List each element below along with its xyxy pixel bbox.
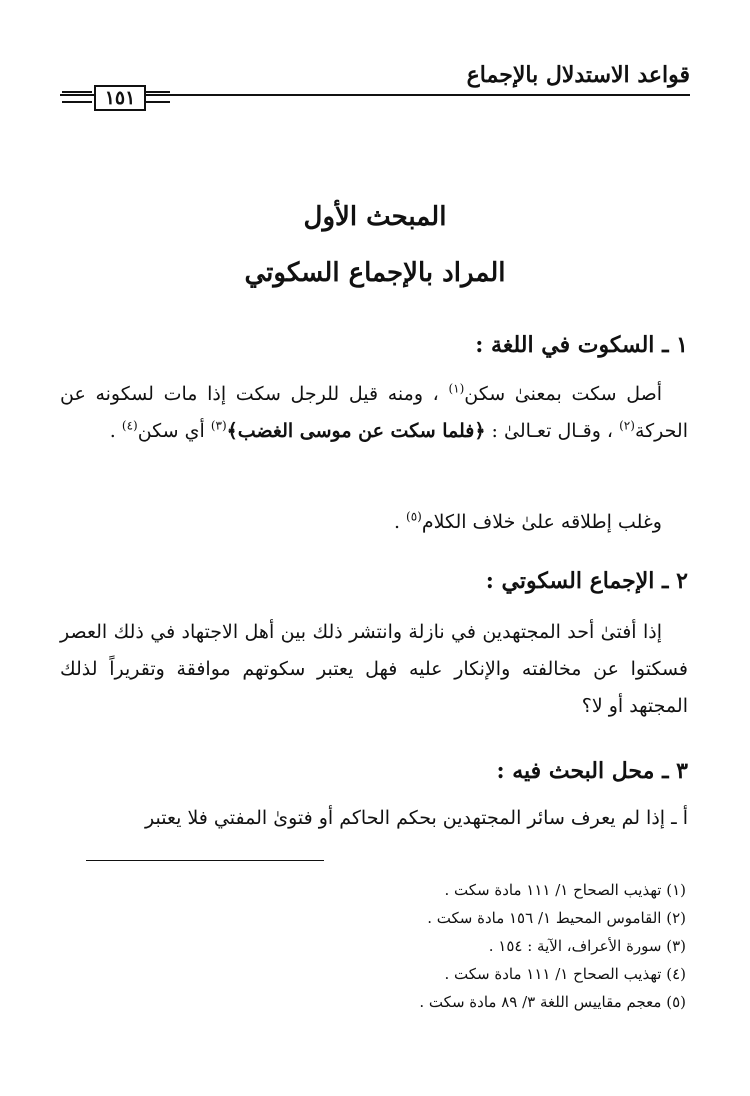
footnote-ref-4[interactable]: (٤) — [121, 418, 138, 433]
footnotes-list — [300, 876, 686, 1016]
chapter-subtitle: المراد بالإجماع السكوتي — [244, 258, 506, 288]
section-2-paragraph: إذا أفتىٰ أحد المجتهدين في نازلة وانتشر ذلك بين أهل الاجتهاد في ذلك العصر فسكتوا عن مخالفته والإنكار عليه فهل يعتبر سكوتهم موافقة وتقريراً لذلك المجتهد أو لا؟ — [60, 621, 688, 717]
footnote-separator — [86, 860, 324, 861]
text-run: أصل سكت بمعنىٰ سكن — [464, 383, 662, 405]
text-run: ، ومنه قيل للرجل سكت إذا مات لسكونه عن الحركة — [60, 383, 688, 442]
header-rule-ornament-left — [62, 91, 92, 103]
section-1-paragraph-1 — [60, 376, 688, 450]
section-3-heading: ٣ ـ محل البحث فيه : — [496, 758, 688, 784]
header-rule-ornament-right — [144, 91, 170, 103]
section-2-heading: ٢ ـ الإجماع السكوتي : — [485, 568, 688, 594]
footnote-ref-3[interactable]: (٣) — [210, 418, 227, 433]
section-1-paragraph-2 — [60, 504, 688, 541]
text-run: . — [393, 511, 407, 533]
text-run: أي سكن — [137, 420, 211, 442]
page-number: ١٥١ — [94, 85, 146, 111]
text-run: ، وقـال تعـالىٰ : — [485, 420, 620, 442]
footnote-ref-5[interactable]: (٥) — [406, 509, 422, 524]
footnote-item: (٢) القاموس المحيط ١/ ١٥٦ مادة سكت . — [427, 909, 686, 927]
section-1-heading: ١ ـ السكوت في اللغة : — [475, 332, 688, 358]
footnote-ref-2[interactable]: (٢) — [619, 418, 635, 433]
section-3-paragraph: أ ـ إذا لم يعرف سائر المجتهدين بحكم الحاكم أو فتوىٰ المفتي فلا يعتبر — [145, 807, 688, 829]
footnote-item: (٣) سورة الأعراف، الآية : ١٥٤ . — [488, 937, 686, 955]
footnote-item: (٤) تهذيب الصحاح ١/ ١١١ مادة سكت . — [444, 965, 686, 983]
footnote-item: (١) تهذيب الصحاح ١/ ١١١ مادة سكت . — [444, 881, 686, 899]
chapter-title: المبحث الأول — [303, 202, 447, 232]
footnote-item: (٥) معجم مقاييس اللغة ٣/ ٨٩ مادة سكت . — [419, 993, 686, 1011]
text-run: وغلب إطلاقه علىٰ خلاف الكلام — [421, 511, 662, 533]
running-header-title: قواعد الاستدلال بالإجماع — [466, 62, 690, 88]
quran-quote: ﴿فلما سكت عن موسى الغضب﴾ — [226, 420, 486, 442]
footnote-ref-1[interactable]: (١) — [448, 381, 465, 396]
text-run: . — [109, 420, 122, 442]
